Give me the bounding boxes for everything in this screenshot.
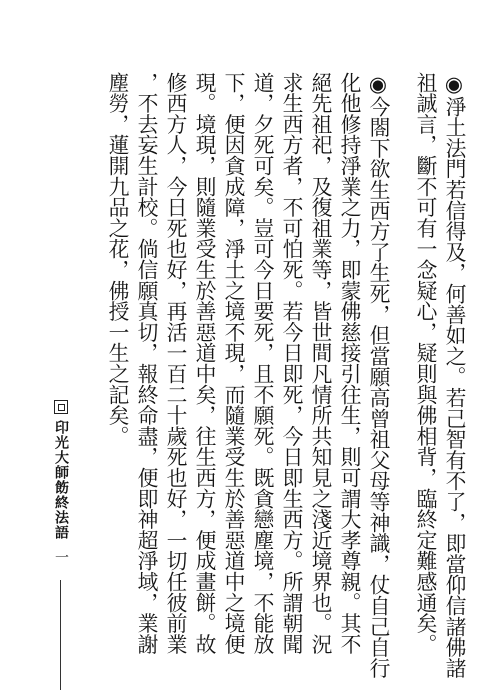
text-column-8: 下，便因貪成障，淨土之境不現，而隨業受生於善惡道中之境便 xyxy=(221,72,245,655)
text-column-5: 絕先祖祀，及復祖業等，皆世間凡情所共知見之淺近境界也。況 xyxy=(308,72,332,655)
text-column-12: 塵勞，蓮開九品之花，佛授一生之記矣。 xyxy=(105,72,129,447)
text-column-9: 現。境現，則隨業受生於善惡道中矣，往生西方，便成畫餅。故 xyxy=(192,72,216,655)
text-column-11: ，不去妄生計校。倘信願真切，報終命盡，便即神超淨域，業謝 xyxy=(134,72,158,655)
footer-rule xyxy=(60,580,61,690)
running-footer xyxy=(52,400,72,690)
running-title: 印光大師飭終法語 xyxy=(53,420,69,540)
text-column-6: 求生西方者，不可怕死。若今日即死，今日即生西方。所謂朝聞 xyxy=(279,72,303,655)
text-column-1: ◉淨土法門若信得及，何善如之。若己智有不了，即當仰信諸佛諸 xyxy=(442,72,466,679)
text-column-2: 祖誠言，斷不可有一念疑心，疑則與佛相背，臨終定難感通矣。 xyxy=(413,72,437,655)
page-number: 一 xyxy=(53,550,69,564)
text-column-7: 道，夕死可矣。豈可今日要死，且不願死。既貪戀塵境，不能放 xyxy=(250,72,274,655)
text-column-10: 修西方人，今日死也好，再活一百二十歲死也好，一切任彼前業 xyxy=(163,72,187,655)
text-column-3: ◉今閤下欲生西方了生死，但當願高曾祖父母等神識，仗自己自行 xyxy=(366,72,390,679)
square-mark-icon xyxy=(54,400,68,414)
text-column-4: 化他修持淨業之力，即蒙佛慈接引往生，則可謂大孝尊親。其不 xyxy=(337,72,361,655)
